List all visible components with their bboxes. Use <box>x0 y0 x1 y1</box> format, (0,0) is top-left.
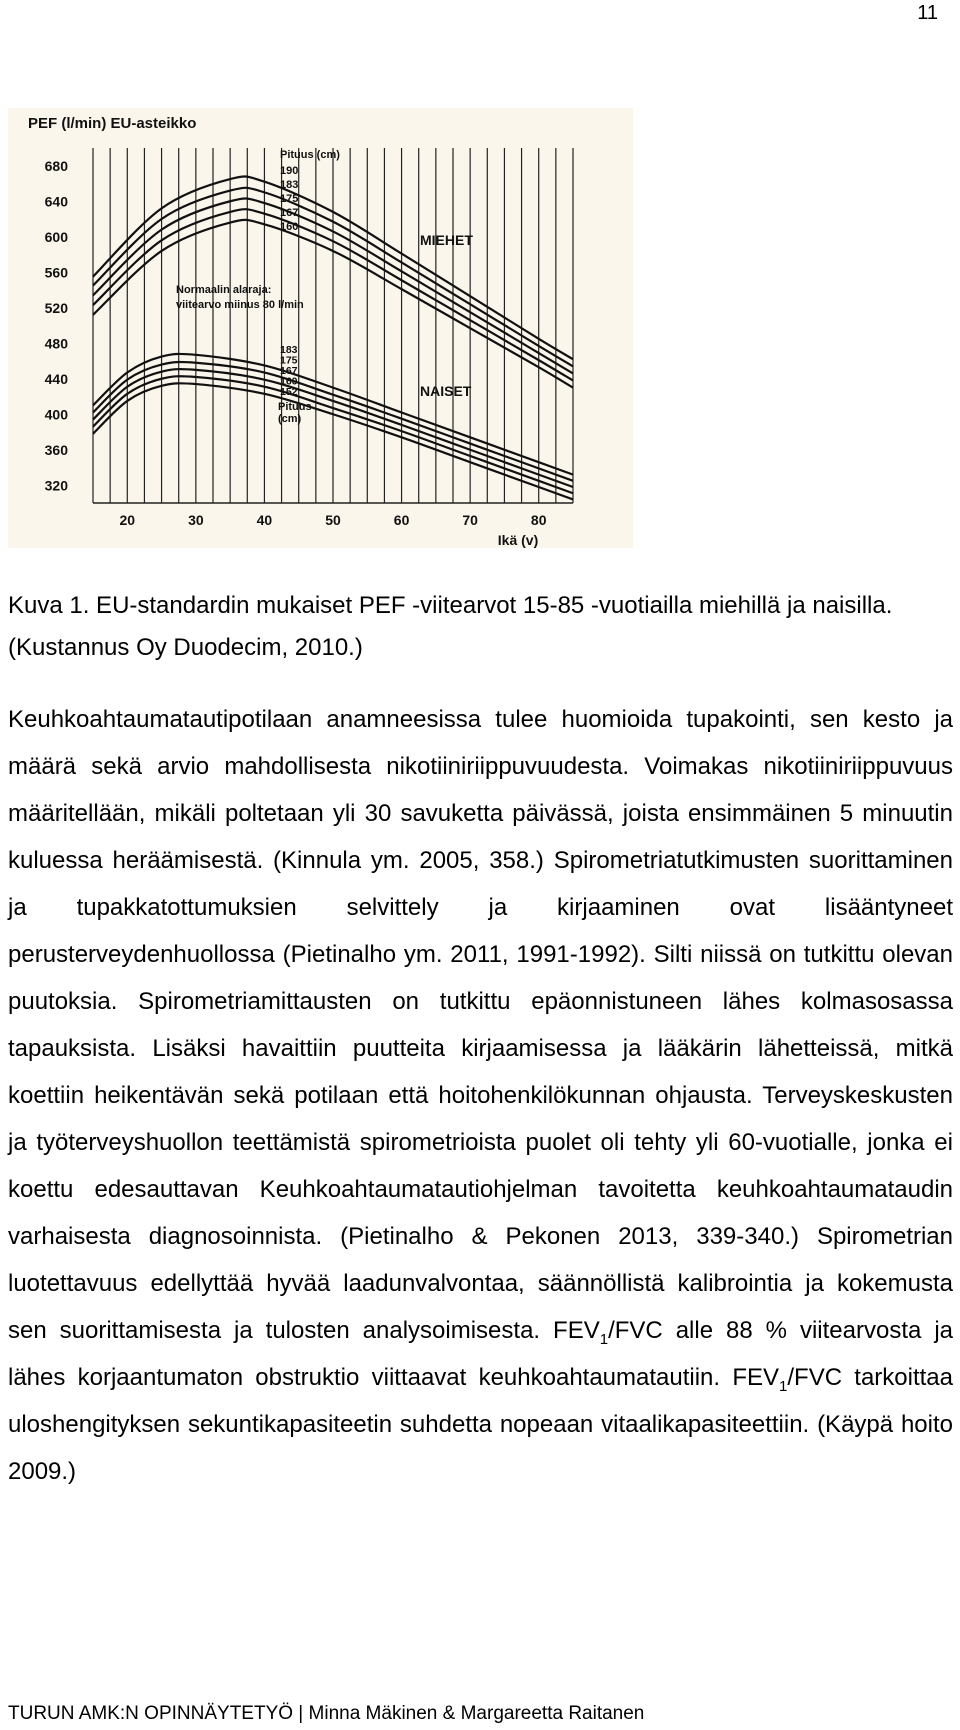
y-tick-label: 320 <box>44 477 68 494</box>
y-tick-label: 680 <box>44 157 68 174</box>
women-height-legend-title: Pituus <box>278 401 312 413</box>
women-height-legend-title: (cm) <box>278 413 302 425</box>
men-height-label: 160 <box>280 221 299 233</box>
y-tick-label: 560 <box>44 264 68 281</box>
x-tick-label: 70 <box>462 512 478 528</box>
fev-subscript: 1 <box>779 1377 788 1395</box>
y-tick-label: 360 <box>44 441 68 458</box>
fev-subscript: 1 <box>599 1330 609 1348</box>
women-height-label: 175 <box>280 354 298 367</box>
y-tick-label: 640 <box>44 193 68 210</box>
women-height-label: 152 <box>280 386 298 398</box>
figure-caption: Kuva 1. EU-standardin mukaiset PEF -viitearvot 15-85 -vuotiailla miehillä ja naisilla. (Kustannus Oy Duodecim, 2010.) <box>8 592 893 661</box>
x-tick-label: 40 <box>256 512 273 528</box>
y-tick-label: 440 <box>44 370 68 387</box>
normal-limit-annotation: viitearvo miinus 80 l/min <box>176 299 304 311</box>
men-height-label: 175 <box>280 193 299 205</box>
x-tick-label: 30 <box>188 512 204 528</box>
pef-reference-figure <box>8 108 633 548</box>
page-number: 11 <box>917 2 938 24</box>
chart-title: PEF (l/min) EU-asteikko <box>28 115 197 132</box>
women-height-label: 183 <box>280 344 298 356</box>
men-height-label: 183 <box>280 179 299 191</box>
x-axis-label: Ikä (v) <box>497 532 539 548</box>
men-height-label: 167 <box>280 207 299 219</box>
normal-limit-annotation: Normaalin alaraja: <box>176 284 272 296</box>
men-height-label: 190 <box>280 165 299 177</box>
men-group-label: MIEHET <box>420 232 473 248</box>
paragraph-text: Keuhkoahtaumatautipotilaan anamneesissa tulee huomioida tupakointi, sen kesto ja määrä sekä arvio mahdollisesta nikotiiniriippuvuudesta. Voimakas nikotiiniriippuvuus määritellään, mikäli poltetaan yli 30 savuketta päivässä, joista ensimmäinen 5 minuutin kuluessa heräämisestä. (Kinnula ym. 2005, 358.) Spirometriatutkimusten suorittaminen ja tupakkatottumuksien selvittely ja kirjaaminen ovat lisääntyneet perusterveydenhuollossa (Pietinalho ym. 2011, 1991-1992). Silti niissä on tutkittu olevan puutoksia. Spirometriamittausten on tutkittu epäonnistuneen lähes kolmasosassa tapauksista. Lisäksi havaittiin puutteita kirjaamisessa ja lääkärin lähetteissä, mitkä koettiin heikentävän sekä potilaan että hoitohenkilökunnan ohjausta. Terveyskeskusten ja työterveyshuollon teettämistä spirometrioista puolet oli tehty yli 60-vuotialle, jonka ei koettu edesauttavan Keuhkoahtaumatautiohjelman tavoitetta keuhkoahtaumataudin varhaisesta diagnosoinnista. (Pietinalho & Pekonen 2013, 339-340.) Spirometrian luotettavuus edellyttää hyvää laadunvalvontaa, säännöllistä kalibrointia ja kokemusta sen suorittamisesta ja tulosten analysoimisesta. FEV <box>8 706 953 1344</box>
y-tick-label: 400 <box>44 406 68 423</box>
x-tick-label: 20 <box>119 512 136 528</box>
paragraph-text: /FVC alle 88 % viitearvosta ja lähes korjaantumaton obstruktio viittaavat keuhkoahtaumatautiin. FEV <box>8 1317 953 1391</box>
x-tick-label: 60 <box>393 512 410 528</box>
pef-chart <box>8 108 633 548</box>
y-tick-label: 520 <box>44 299 68 316</box>
body-text <box>8 696 953 1495</box>
women-group-label: NAISET <box>420 383 472 399</box>
body-paragraph <box>8 696 953 1495</box>
men-height-legend-title: Pituus (cm) <box>280 149 340 161</box>
x-tick-label: 50 <box>325 512 341 528</box>
women-height-label: 160 <box>280 375 298 388</box>
x-tick-label: 80 <box>530 512 547 528</box>
page-footer: TURUN AMK:N OPINNÄYTETYÖ | Minna Mäkinen & Margareetta Raitanen <box>8 1703 645 1724</box>
women-height-label: 167 <box>280 365 298 377</box>
y-tick-label: 480 <box>44 335 68 352</box>
paragraph-text: /FVC tarkoittaa uloshengityksen sekuntikapasiteetin suhdetta nopeaan vitaalikapasiteettiin. (Käypä hoito 2009.) <box>8 1364 953 1485</box>
y-tick-label: 600 <box>44 228 68 245</box>
